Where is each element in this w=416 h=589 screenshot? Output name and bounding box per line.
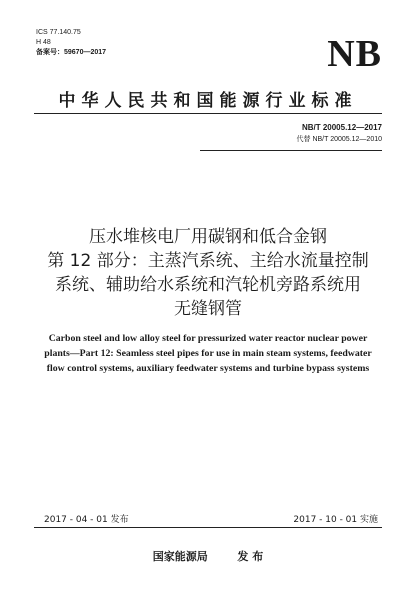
- english-title-line: flow control systems, auxiliary feedwater systems and turbine bypass systems: [46, 363, 370, 374]
- bottom-divider: [34, 527, 382, 528]
- organization-title: 中华人民共和国能源行业标准: [58, 91, 358, 111]
- replaces-standard: 代替 NB/T 20005.12—2010: [296, 136, 382, 143]
- chinese-title-line: 无缝钢管: [174, 299, 242, 319]
- issuer-name: 国家能源局: [152, 550, 208, 563]
- english-title-line: plants—Part 12: Seamless steel pipes for use in main steam systems, feedwater: [44, 348, 372, 359]
- chinese-title-line: 系统、辅助给水系统和汽轮机旁路系统用: [55, 275, 361, 295]
- english-title: [30, 331, 386, 376]
- issuer: [0, 548, 416, 564]
- classification-code: H 48: [36, 39, 51, 46]
- ics-code: ICS 77.140.75: [36, 29, 81, 36]
- record-number: 备案号：59670—2017: [36, 49, 107, 56]
- implement-date: 2017 - 10 - 01 实施: [293, 515, 378, 525]
- chinese-title-line: 压水堆核电厂用碳钢和低合金钢: [89, 227, 327, 247]
- standard-number: NB/T 20005.12—2017: [301, 123, 382, 132]
- chinese-title-line: 第 12 部分：主蒸汽系统、主给水流量控制: [47, 251, 369, 271]
- chinese-title: [30, 225, 386, 321]
- publish-date: 2017 - 04 - 01 发布: [44, 515, 129, 525]
- english-title-line: Carbon steel and low alloy steel for pressurized water reactor nuclear power: [48, 333, 368, 344]
- standard-number-divider: [200, 150, 382, 151]
- issuer-action: 发 布: [237, 550, 264, 563]
- nb-logo: NB: [327, 33, 382, 75]
- top-divider: [34, 113, 382, 114]
